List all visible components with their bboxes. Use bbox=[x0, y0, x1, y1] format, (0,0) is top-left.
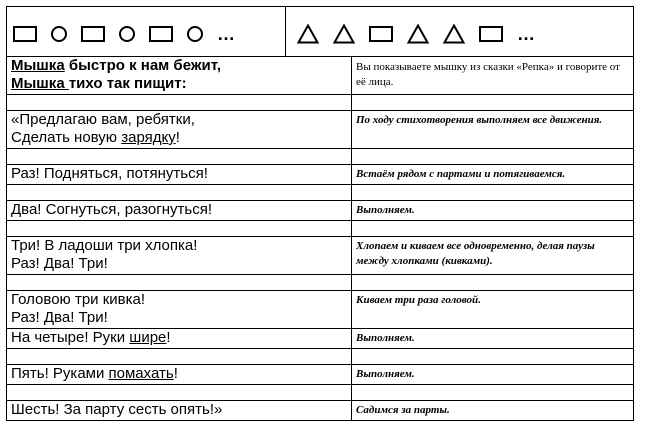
triangle-shape bbox=[333, 24, 355, 44]
verse-text: Три! В ладоши три хлопка! bbox=[11, 237, 198, 254]
triangle-shape bbox=[407, 24, 429, 44]
triangle-shape bbox=[297, 24, 319, 44]
circle-shape bbox=[51, 26, 67, 42]
verse-text: Головою три кивка! bbox=[11, 291, 146, 308]
square-shape bbox=[479, 26, 503, 42]
spacer-row bbox=[7, 221, 634, 237]
square-shape bbox=[81, 26, 105, 42]
exercise-table bbox=[6, 56, 634, 421]
verse-cell: Два! Согнуться, разогнуться! bbox=[7, 201, 352, 221]
spacer-row bbox=[7, 385, 634, 401]
note-cell: Хлопаем и киваем все одновременно, делая паузы между хлопками (кивками). bbox=[352, 237, 634, 275]
table-row bbox=[7, 237, 634, 275]
note-cell: Выполняем. bbox=[352, 329, 634, 349]
table-row bbox=[7, 365, 634, 385]
ellipsis-left: … bbox=[217, 24, 236, 44]
spacer-row bbox=[7, 185, 634, 201]
banner-divider bbox=[285, 7, 286, 57]
spacer-row bbox=[7, 349, 634, 365]
verse-cell bbox=[7, 111, 352, 149]
verse-word-underlined: помахать bbox=[108, 365, 174, 382]
spacer-row bbox=[7, 149, 634, 165]
verse-text: тихо так пищит: bbox=[68, 75, 187, 92]
note-cell: Вы показываете мышку из сказки «Репка» и говорите от её лица. bbox=[352, 57, 634, 95]
note-cell: По ходу стихотворения выполняем все движения. bbox=[352, 111, 634, 149]
verse-word-underlined: зарядку bbox=[121, 129, 176, 146]
verse-word-underlined: Мышка bbox=[11, 75, 69, 92]
verse-text: «Предлагаю вам, ребятки, bbox=[11, 111, 195, 128]
verse-cell: Раз! Подняться, потянуться! bbox=[7, 165, 352, 185]
verse-cell bbox=[7, 329, 352, 349]
verse-text: быстро к нам бежит, bbox=[64, 57, 222, 74]
square-shape bbox=[369, 26, 393, 42]
spacer-row bbox=[7, 95, 634, 111]
triangle-shape bbox=[443, 24, 465, 44]
verse-text: Раз! Два! Три! bbox=[11, 255, 108, 272]
verse-text: Раз! Два! Три! bbox=[11, 309, 108, 326]
shape-pattern-banner bbox=[6, 6, 634, 56]
verse-word-underlined: шире bbox=[129, 329, 167, 346]
square-shape bbox=[13, 26, 37, 42]
verse-cell bbox=[7, 291, 352, 329]
verse-text: Сделать новую bbox=[11, 129, 122, 146]
note-cell: Выполняем. bbox=[352, 201, 634, 221]
verse-word-underlined: Мышка bbox=[11, 57, 65, 74]
note-cell: Встаём рядом с партами и потягиваемся. bbox=[352, 165, 634, 185]
verse-text: ! bbox=[166, 329, 171, 346]
verse-text: ! bbox=[175, 129, 180, 146]
table-row bbox=[7, 111, 634, 149]
note-cell: Садимся за парты. bbox=[352, 401, 634, 421]
table-row bbox=[7, 329, 634, 349]
verse-text: ! bbox=[173, 365, 178, 382]
square-shape bbox=[149, 26, 173, 42]
verse-cell bbox=[7, 365, 352, 385]
verse-text: На четыре! Руки bbox=[11, 329, 130, 346]
table-row bbox=[7, 201, 634, 221]
circle-shape bbox=[119, 26, 135, 42]
shape-pattern-right bbox=[297, 21, 536, 47]
verse-cell: Шесть! За парту сесть опять!» bbox=[7, 401, 352, 421]
circle-shape bbox=[187, 26, 203, 42]
note-cell: Выполняем. bbox=[352, 365, 634, 385]
table-row bbox=[7, 165, 634, 185]
spacer-row bbox=[7, 275, 634, 291]
ellipsis-right: … bbox=[517, 24, 536, 44]
table-row bbox=[7, 291, 634, 329]
verse-cell bbox=[7, 237, 352, 275]
shape-pattern-left bbox=[13, 21, 236, 47]
verse-cell bbox=[7, 57, 352, 95]
verse-text: Пять! Руками bbox=[11, 365, 109, 382]
note-cell: Киваем три раза головой. bbox=[352, 291, 634, 329]
table-row bbox=[7, 401, 634, 421]
table-row bbox=[7, 57, 634, 95]
